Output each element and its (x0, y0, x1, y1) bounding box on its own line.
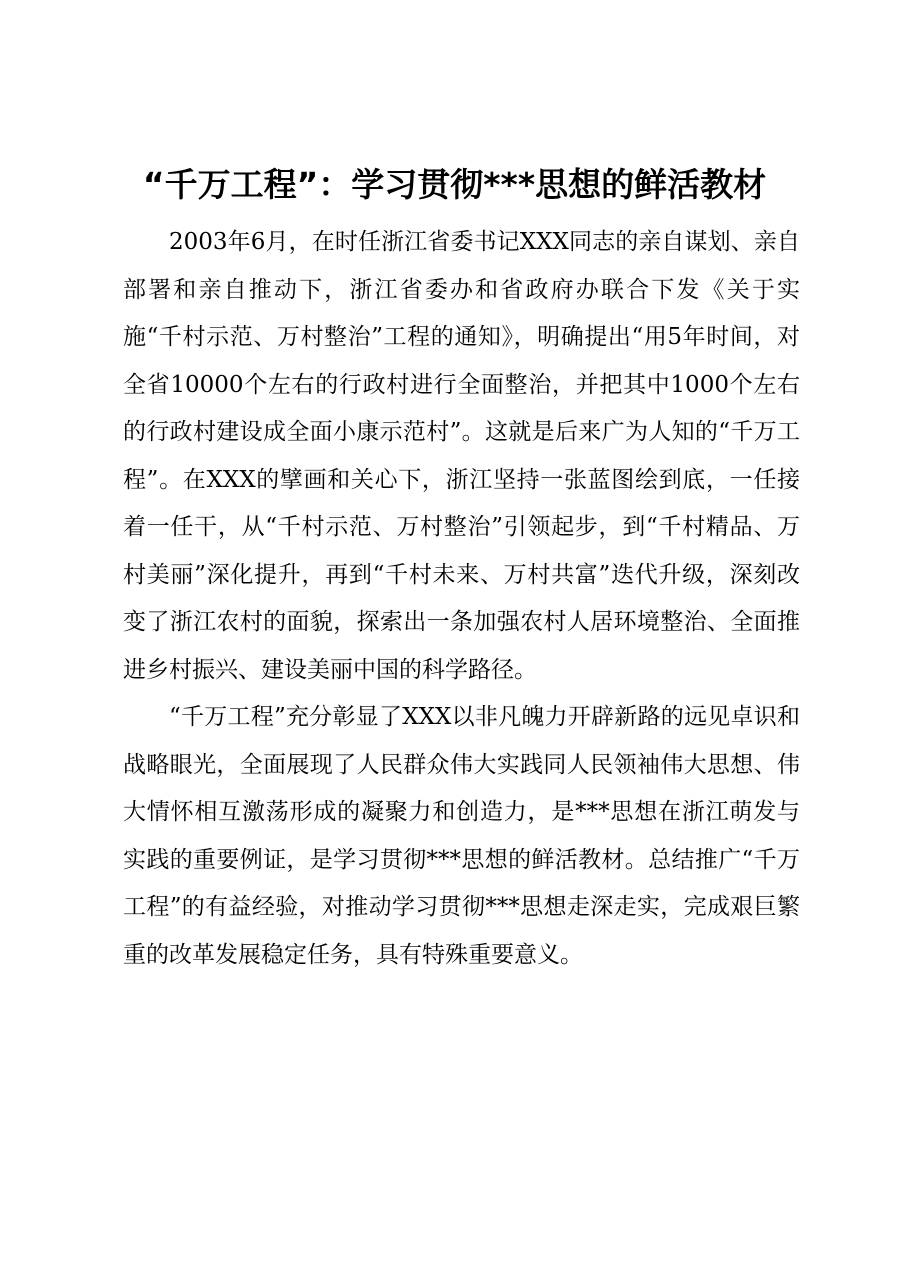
paragraph-1: 2003年6月，在时任浙江省委书记XXX同志的亲自谋划、亲自部署和亲自推动下，浙江省委办和省政府办联合下发《关于实施“千村示范、万村整治”工程的通知》，明确提出“用5年时间，对全省10000个左右的行政村进行全面整治，并把其中1000个左右的行政村建设成全面小康示范村”。这就是后来广为人知的“千万工程”。在XXX的擘画和关心下，浙江坚持一张蓝图绘到底，一任接着一任干，从“千村示范、万村整治”引领起步，到“千村精品、万村美丽”深化提升，再到“千村未来、万村共富”迭代升级，深刻改变了浙江农村的面貌，探索出一条加强农村人居环境整治、全面推进乡村振兴、建设美丽中国的科学路径。 (123, 229, 800, 683)
document-title: “千万工程”：学习贯彻***思想的鲜活教材 (142, 165, 767, 204)
paragraph-2: “千万工程”充分彰显了XXX以非凡魄力开辟新路的远见卓识和战略眼光，全面展现了人民群众伟大实践同人民领袖伟大思想、伟大情怀相互激荡形成的凝聚力和创造力，是***思想在浙江萌发与实践的重要例证，是学习贯彻***思想的鲜活教材。总结推广“千万工程”的有益经验，对推动学习贯彻***思想走深走实，完成艰巨繁重的改革发展稳定任务，具有特殊重要意义。 (123, 704, 800, 968)
document-body (123, 219, 800, 979)
